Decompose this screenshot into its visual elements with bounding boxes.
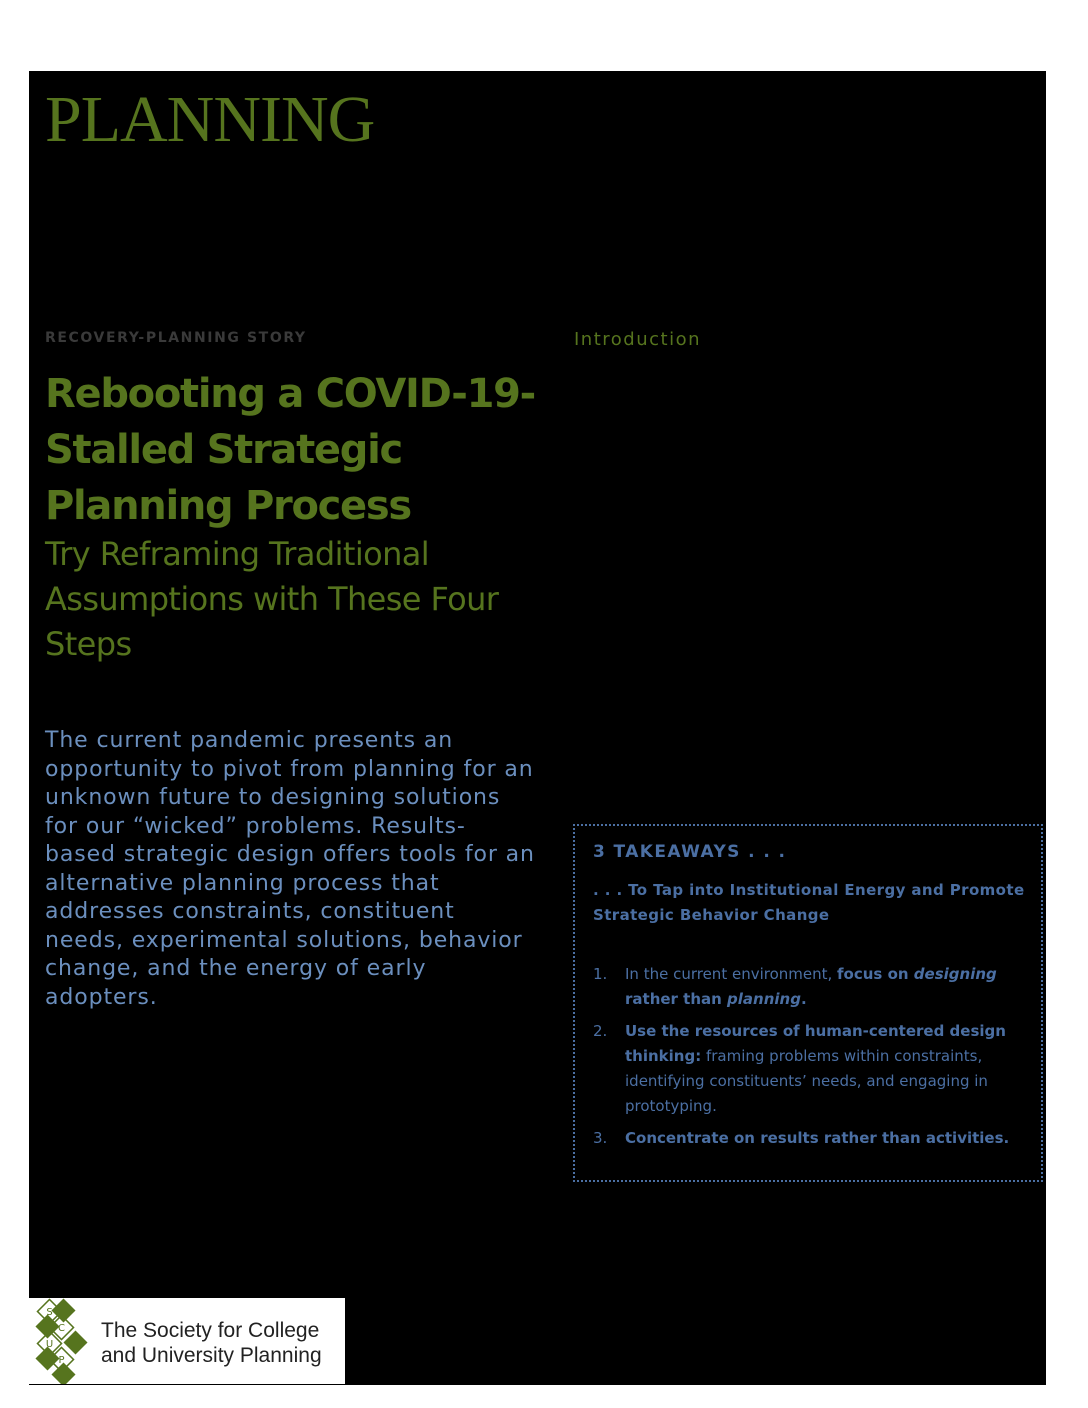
- takeaway-number: 1.: [593, 965, 608, 983]
- takeaway-text: framing problems within constraints, identifying constituents’ needs, and engaging in prototyping.: [625, 1047, 988, 1115]
- takeaway-bold: focus on: [837, 965, 914, 983]
- masthead: PLANNING: [45, 83, 375, 156]
- logo-letter: S: [46, 1307, 53, 1318]
- takeaway-bold: Concentrate on results rather than activities.: [625, 1129, 1010, 1147]
- takeaways-list: [593, 962, 1025, 1151]
- story-kicker: RECOVERY-PLANNING STORY: [45, 330, 307, 346]
- footer: [29, 1298, 345, 1384]
- takeaway-number: 2.: [593, 1022, 608, 1040]
- subhead: Try Reframing Traditional Assumptions with These Four Steps: [45, 535, 499, 663]
- takeaway-bold-italic: designing: [913, 965, 997, 983]
- takeaway-item-3: [593, 1126, 1025, 1151]
- takeaways-box: [573, 824, 1043, 1182]
- takeaway-text: In the current environment,: [625, 965, 838, 983]
- organization-name-line2: and University Planning: [101, 1344, 322, 1367]
- organization-name: [101, 1318, 322, 1368]
- logo-letter: P: [58, 1355, 65, 1366]
- introduction-label: Introduction: [574, 329, 702, 350]
- scup-logo-icon: [29, 1298, 109, 1384]
- logo-letter: C: [58, 1323, 65, 1334]
- takeaway-number: 3.: [593, 1129, 608, 1147]
- takeaway-bold: .: [800, 990, 807, 1008]
- takeaways-title: 3 TAKEAWAYS . . .: [593, 842, 787, 862]
- logo-letter: U: [45, 1339, 54, 1350]
- takeaway-bold-italic: planning: [727, 990, 801, 1008]
- takeaway-item-2: [593, 1019, 1025, 1119]
- takeaway-bold: rather than: [625, 990, 728, 1008]
- organization-name-line1: The Society for College: [101, 1319, 320, 1342]
- headline: Rebooting a COVID-19-Stalled Strategic Planning Process: [45, 371, 535, 529]
- takeaway-item-1: [593, 962, 1025, 1012]
- summary: The current pandemic presents an opportunity to pivot from planning for an unknown future to designing solutions for our “wicked” problems. Results-based strategic design offers tools for an alternative planning process that addresses constraints, constituent needs, experimental solutions, behavior change, and the energy of early adopters.: [45, 728, 535, 1010]
- takeaways-subtitle: . . . To Tap into Institutional Energy and Promote Strategic Behavior Change: [593, 881, 1025, 924]
- takeaway-bold: Use the resources of human-centered design thinking:: [625, 1022, 1006, 1065]
